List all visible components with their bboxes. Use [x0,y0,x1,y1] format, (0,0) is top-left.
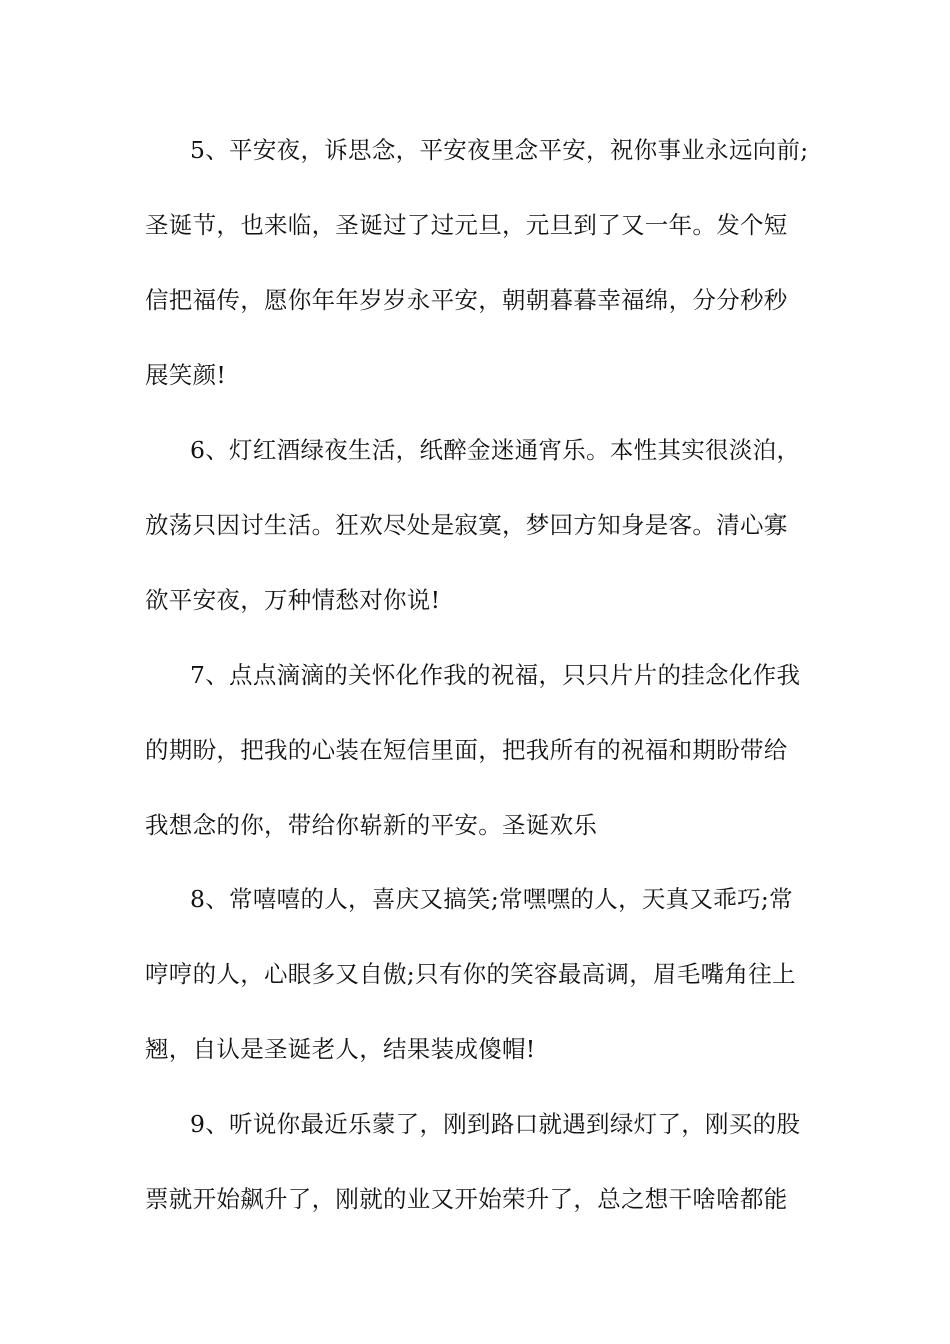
paragraph-5-line-3: 信把福传，愿你年年岁岁永平安，朝朝暮暮幸福绵，分分秒秒 [145,286,788,314]
paragraph-8-line-2: 哼哼的人，心眼多又自傲;只有你的笑容最高调，眉毛嘴角往上 [145,960,796,988]
paragraph-8-line-3: 翘，自认是圣诞老人，结果装成傻帽! [145,1035,536,1063]
paragraph-6-line-2: 放荡只因讨生活。狂欢尽处是寂寞，梦回方知身是客。清心寡 [145,511,788,539]
paragraph-5-line-4: 展笑颜! [145,361,227,389]
paragraph-5-line-1: 5、平安夜，诉思念，平安夜里念平安，祝你事业永远向前; [190,136,809,164]
paragraph-6-line-1: 6、灯红酒绿夜生活，纸醉金迷通宵乐。本性其实很淡泊， [190,436,801,464]
paragraph-8-line-1: 8、常嘻嘻的人，喜庆又搞笑;常嘿嘿的人，天真又乖巧;常 [190,885,793,913]
paragraph-6-line-3: 欲平安夜，万种情愁对你说! [145,586,441,614]
paragraph-7-line-2: 的期盼，把我的心装在短信里面，把我所有的祝福和期盼带给 [145,736,788,764]
paragraph-9-line-1: 9、听说你最近乐蒙了，刚到路口就遇到绿灯了，刚买的股 [190,1110,801,1138]
paragraph-9-line-2: 票就开始飙升了，刚就的业又开始荣升了，总之想干啥啥都能 [145,1185,788,1213]
paragraph-7-line-1: 7、点点滴滴的关怀化作我的祝福，只只片片的挂念化作我 [190,661,801,689]
paragraph-7-line-3: 我想念的你，带给你崭新的平安。圣诞欢乐 [145,811,598,839]
paragraph-5-line-2: 圣诞节，也来临，圣诞过了过元旦，元旦到了又一年。发个短 [145,211,788,239]
